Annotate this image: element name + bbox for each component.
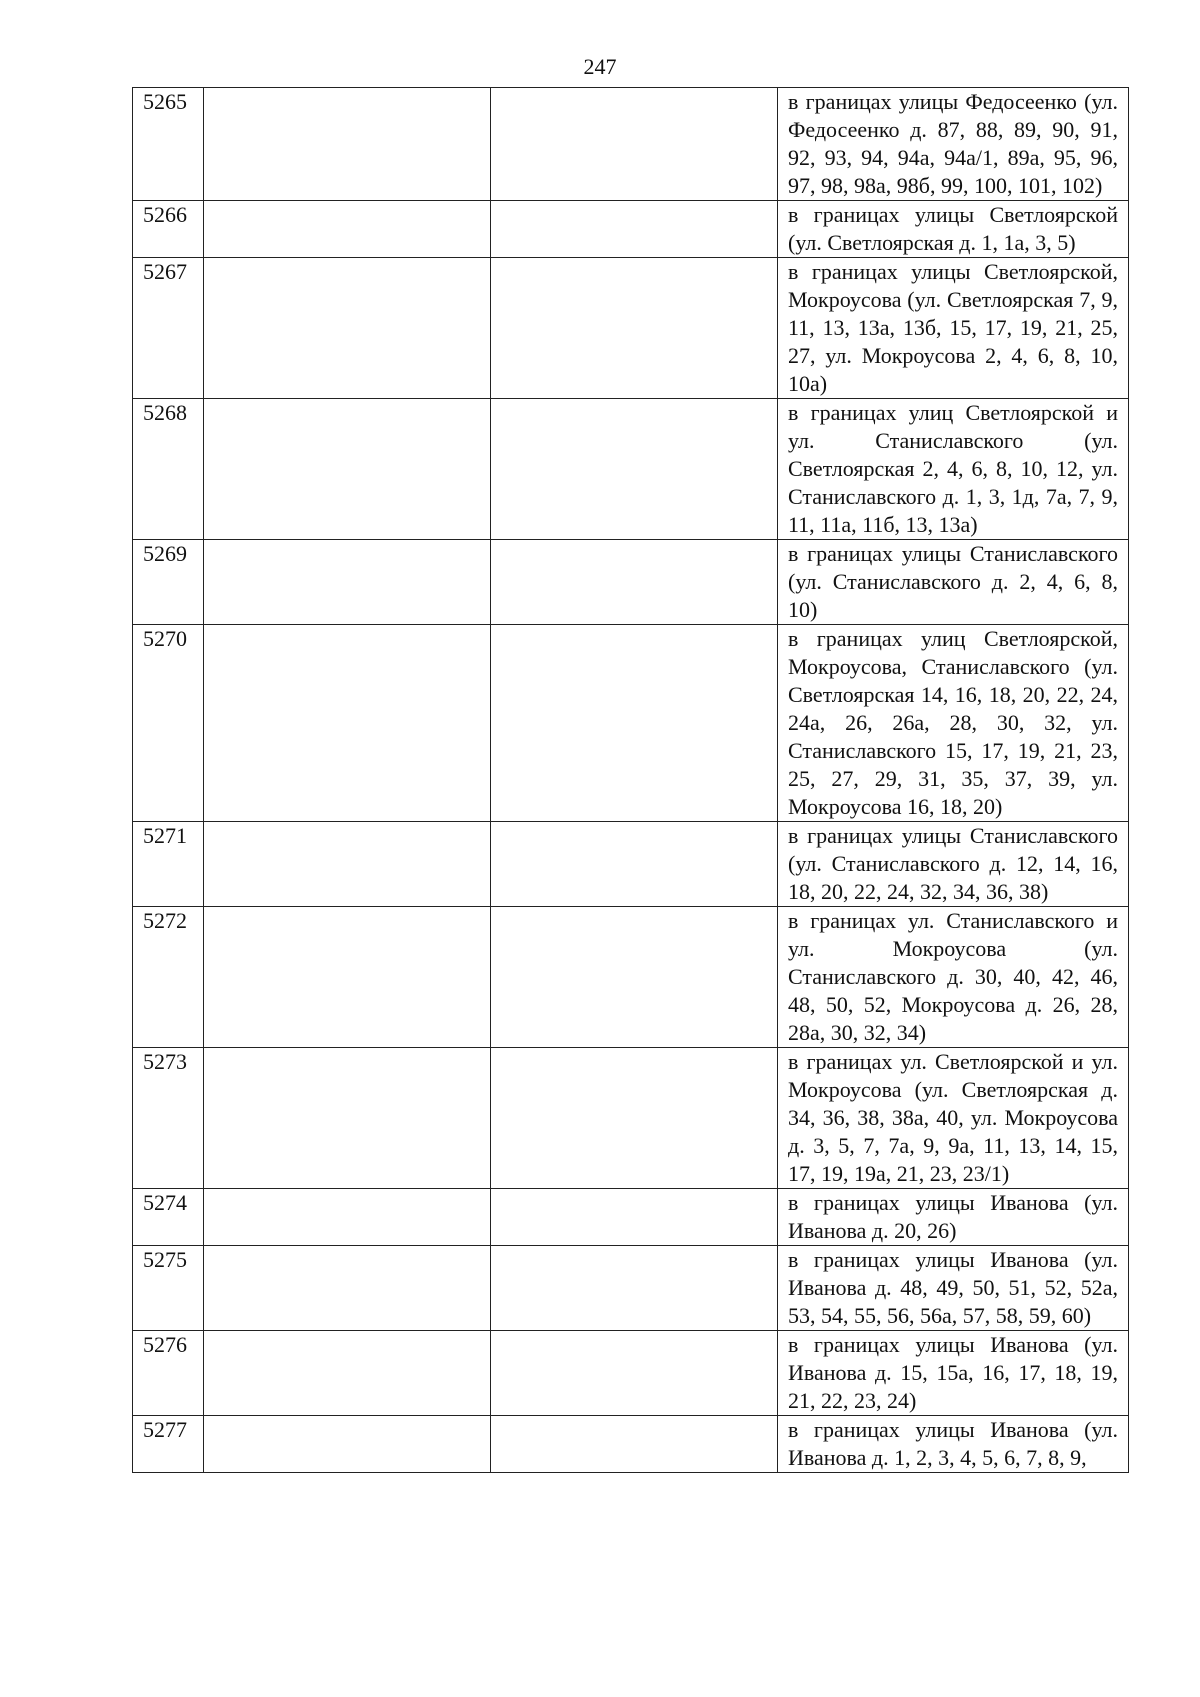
- empty-cell: [204, 1416, 491, 1473]
- table-row: [133, 201, 1129, 258]
- empty-cell: [204, 88, 491, 201]
- empty-cell: [204, 625, 491, 822]
- row-number: 5266: [133, 201, 204, 258]
- empty-cell: [491, 1246, 778, 1331]
- boundary-description: в границах улицы Федосеенко (ул. Федосеенко д. 87, 88, 89, 90, 91, 92, 93, 94, 94а, 94а/1, 89а, 95, 96, 97, 98, 98а, 98б, 99, 100, 101, 102): [778, 88, 1129, 201]
- row-number: 5268: [133, 399, 204, 540]
- page-number: 247: [583, 54, 617, 79]
- boundary-description: в границах улицы Светлоярской, Мокроусова (ул. Светлоярская 7, 9, 11, 13, 13а, 13б, 15, 17, 19, 21, 25, 27, ул. Мокроусова 2, 4, 6, 8, 10, 10а): [778, 258, 1129, 399]
- row-number: 5271: [133, 822, 204, 907]
- empty-cell: [204, 258, 491, 399]
- empty-cell: [491, 399, 778, 540]
- empty-cell: [491, 88, 778, 201]
- row-number: 5269: [133, 540, 204, 625]
- table-row: [133, 540, 1129, 625]
- empty-cell: [204, 1331, 491, 1416]
- boundary-description: в границах улицы Иванова (ул. Иванова д. 48, 49, 50, 51, 52, 52а, 53, 54, 55, 56, 56а, 57, 58, 59, 60): [778, 1246, 1129, 1331]
- empty-cell: [491, 1048, 778, 1189]
- empty-cell: [204, 907, 491, 1048]
- table-row: [133, 822, 1129, 907]
- table-row: [133, 1189, 1129, 1246]
- address-registry-table: [132, 87, 1129, 1473]
- empty-cell: [204, 399, 491, 540]
- empty-cell: [491, 540, 778, 625]
- boundary-description: в границах ул. Светлоярской и ул. Мокроусова (ул. Светлоярская д. 34, 36, 38, 38а, 40, ул. Мокроусова д. 3, 5, 7, 7а, 9, 9а, 11, 13, 14, 15, 17, 19, 19а, 21, 23, 23/1): [778, 1048, 1129, 1189]
- row-number: 5270: [133, 625, 204, 822]
- table-row: [133, 625, 1129, 822]
- empty-cell: [204, 822, 491, 907]
- empty-cell: [491, 201, 778, 258]
- table-row: [133, 1331, 1129, 1416]
- row-number: 5265: [133, 88, 204, 201]
- row-number: 5274: [133, 1189, 204, 1246]
- table-row: [133, 907, 1129, 1048]
- row-number: 5267: [133, 258, 204, 399]
- boundary-description: в границах улицы Иванова (ул. Иванова д. 1, 2, 3, 4, 5, 6, 7, 8, 9,: [778, 1416, 1129, 1473]
- row-number: 5277: [133, 1416, 204, 1473]
- boundary-description: в границах улицы Светлоярской (ул. Светлоярская д. 1, 1а, 3, 5): [778, 201, 1129, 258]
- boundary-description: в границах улиц Светлоярской, Мокроусова, Станиславского (ул. Светлоярская 14, 16, 18, 20, 22, 24, 24а, 26, 26а, 28, 30, 32, ул. Станиславского 15, 17, 19, 21, 23, 25, 27, 29, 31, 35, 37, 39, ул. Мокроусова 16, 18, 20): [778, 625, 1129, 822]
- empty-cell: [491, 1331, 778, 1416]
- empty-cell: [204, 1048, 491, 1189]
- empty-cell: [204, 540, 491, 625]
- empty-cell: [491, 258, 778, 399]
- boundary-description: в границах улицы Станиславского (ул. Станиславского д. 2, 4, 6, 8, 10): [778, 540, 1129, 625]
- table-row: [133, 258, 1129, 399]
- boundary-description: в границах улицы Иванова (ул. Иванова д. 20, 26): [778, 1189, 1129, 1246]
- row-number: 5273: [133, 1048, 204, 1189]
- empty-cell: [491, 625, 778, 822]
- empty-cell: [491, 1416, 778, 1473]
- row-number: 5275: [133, 1246, 204, 1331]
- boundary-description: в границах ул. Станиславского и ул. Мокроусова (ул. Станиславского д. 30, 40, 42, 46, 48, 50, 52, Мокроусова д. 26, 28, 28а, 30, 32, 34): [778, 907, 1129, 1048]
- boundary-description: в границах улицы Станиславского (ул. Станиславского д. 12, 14, 16, 18, 20, 22, 24, 32, 34, 36, 38): [778, 822, 1129, 907]
- table-row: [133, 88, 1129, 201]
- table-row: [133, 1416, 1129, 1473]
- empty-cell: [204, 1189, 491, 1246]
- empty-cell: [491, 907, 778, 1048]
- row-number: 5276: [133, 1331, 204, 1416]
- table-row: [133, 1048, 1129, 1189]
- empty-cell: [491, 1189, 778, 1246]
- table-row: [133, 1246, 1129, 1331]
- boundary-description: в границах улицы Иванова (ул. Иванова д. 15, 15а, 16, 17, 18, 19, 21, 22, 23, 24): [778, 1331, 1129, 1416]
- empty-cell: [491, 822, 778, 907]
- empty-cell: [204, 201, 491, 258]
- boundary-description: в границах улиц Светлоярской и ул. Станиславского (ул. Светлоярская 2, 4, 6, 8, 10, 12, ул. Станиславского д. 1, 3, 1д, 7а, 7, 9, 11, 11а, 11б, 13, 13а): [778, 399, 1129, 540]
- table-row: [133, 399, 1129, 540]
- empty-cell: [204, 1246, 491, 1331]
- row-number: 5272: [133, 907, 204, 1048]
